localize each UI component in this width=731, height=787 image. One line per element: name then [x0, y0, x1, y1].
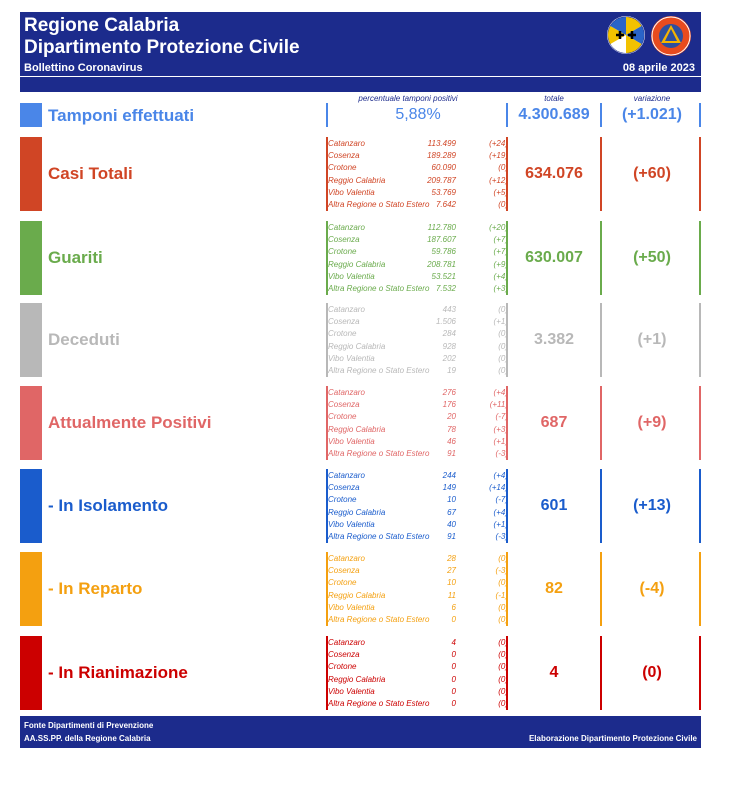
province-row: [328, 565, 508, 577]
province-name: Altra Regione o Stato Estero: [328, 283, 430, 293]
province-value: 91: [447, 531, 456, 541]
title-department: Dipartimento Protezione Civile: [24, 37, 300, 58]
province-name: Cosenza: [328, 566, 360, 576]
province-delta: (+3): [493, 283, 508, 293]
tamponi-divider: [699, 103, 701, 127]
province-delta: (0): [498, 554, 508, 563]
section-total: 82: [545, 580, 563, 597]
province-name: Catanzaro: [328, 139, 365, 148]
province-row: [328, 271, 508, 283]
province-row: [328, 175, 508, 187]
section-label: Casi Totali: [48, 164, 133, 183]
province-row: [328, 199, 508, 211]
province-value: 53.769: [431, 187, 456, 197]
province-delta: (0): [498, 602, 508, 612]
tamponi-variation: (+1.021): [621, 106, 683, 123]
province-name: Cosenza: [328, 151, 360, 161]
province-delta: (+1): [493, 436, 508, 446]
province-breakdown: [328, 470, 508, 543]
section-divider: [600, 386, 602, 460]
tamponi-row: [20, 103, 701, 127]
province-delta: (+7): [493, 247, 508, 257]
province-row: [328, 531, 508, 543]
province-row: [328, 482, 508, 494]
province-value: 928: [442, 341, 456, 351]
province-delta: (+5): [493, 187, 508, 197]
province-row: [328, 222, 508, 234]
province-value: 1.506: [435, 317, 456, 327]
province-name: Cosenza: [328, 317, 360, 327]
province-delta: (0): [498, 674, 508, 684]
province-value: 443: [442, 305, 456, 314]
province-name: Vibo Valentia: [328, 519, 375, 529]
province-name: Catanzaro: [328, 223, 365, 232]
province-breakdown: [328, 222, 508, 295]
province-delta: (+20): [489, 223, 508, 232]
province-delta: (+1): [493, 519, 508, 529]
regione-calabria-logo-icon: [607, 16, 645, 54]
province-delta: (-7): [495, 412, 508, 422]
province-value: 91: [447, 448, 456, 458]
province-delta: (0): [498, 163, 508, 173]
section-total: 630.007: [525, 249, 583, 266]
tamponi-percent: 5,88%: [395, 106, 441, 123]
province-value: 0: [451, 650, 456, 660]
province-delta: (-3): [495, 566, 508, 576]
province-value: 67: [447, 507, 456, 517]
province-value: 40: [447, 519, 456, 529]
section-divider: [600, 469, 602, 543]
province-delta: (0): [498, 329, 508, 339]
province-delta: (0): [498, 305, 508, 314]
province-row: [328, 283, 508, 295]
province-delta: (+4): [493, 507, 508, 517]
province-name: Vibo Valentia: [328, 271, 375, 281]
section-color-bar: [20, 469, 42, 543]
province-value: 209.787: [427, 175, 456, 185]
province-row: [328, 399, 508, 411]
province-delta: (+4): [493, 388, 508, 397]
section-divider: [600, 636, 602, 710]
province-delta: (-3): [495, 531, 508, 541]
province-value: 19: [447, 365, 456, 375]
province-row: [328, 470, 508, 482]
protezione-civile-logo-icon: [651, 16, 691, 56]
province-name: Reggio Calabria: [328, 424, 386, 434]
province-name: Cosenza: [328, 483, 360, 493]
province-delta: (+24): [489, 139, 508, 148]
section-variation: (+50): [633, 249, 671, 266]
province-name: Catanzaro: [328, 388, 365, 397]
province-row: [328, 507, 508, 519]
province-value: 113.499: [427, 139, 456, 148]
province-row: [328, 187, 508, 199]
province-name: Crotone: [328, 578, 357, 588]
province-delta: (+1): [493, 317, 508, 327]
province-value: 187.607: [427, 235, 456, 245]
province-delta: (0): [498, 199, 508, 209]
province-row: [328, 304, 508, 316]
footer-banner: [20, 716, 701, 748]
province-row: [328, 577, 508, 589]
province-delta: (+7): [493, 235, 508, 245]
province-value: 10: [447, 495, 456, 505]
section-total: 687: [540, 414, 568, 431]
province-row: [328, 553, 508, 565]
province-name: Reggio Calabria: [328, 341, 386, 351]
section-divider: [600, 552, 602, 626]
bulletin-subtitle: Bollettino Coronavirus: [24, 62, 143, 74]
province-delta: (0): [498, 698, 508, 708]
province-value: 59.786: [431, 247, 456, 257]
section-variation: (+9): [637, 414, 667, 431]
section-row: [20, 386, 701, 460]
section-label: - In Rianimazione: [48, 663, 188, 682]
province-name: Catanzaro: [328, 305, 365, 314]
province-value: 4: [451, 638, 456, 647]
province-row: [328, 602, 508, 614]
province-delta: (0): [498, 650, 508, 660]
province-row: [328, 494, 508, 506]
section-row: [20, 636, 701, 710]
province-value: 78: [447, 424, 456, 434]
province-value: 0: [451, 662, 456, 672]
province-value: 208.781: [427, 259, 456, 269]
province-name: Cosenza: [328, 650, 360, 660]
tamponi-label: Tamponi effettuati: [48, 106, 195, 125]
province-row: [328, 411, 508, 423]
province-name: Catanzaro: [328, 471, 365, 480]
section-color-bar: [20, 137, 42, 211]
section-color-bar: [20, 221, 42, 295]
province-name: Vibo Valentia: [328, 353, 375, 363]
province-row: [328, 424, 508, 436]
province-name: Catanzaro: [328, 554, 365, 563]
section-label: - In Reparto: [48, 579, 143, 598]
section-variation: (+1): [637, 331, 667, 348]
province-row: [328, 234, 508, 246]
province-name: Cosenza: [328, 400, 360, 410]
province-row: [328, 614, 508, 626]
province-delta: (+11): [489, 400, 508, 410]
province-breakdown: [328, 304, 508, 377]
section-color-bar: [20, 552, 42, 626]
province-row: [328, 637, 508, 649]
section-row: [20, 303, 701, 377]
tamponi-total: 4.300.689: [518, 106, 590, 123]
province-value: 28: [447, 554, 456, 563]
province-name: Crotone: [328, 163, 357, 173]
section-row: [20, 221, 701, 295]
province-value: 202: [442, 353, 456, 363]
province-name: Reggio Calabria: [328, 590, 386, 600]
province-name: Catanzaro: [328, 638, 365, 647]
province-value: 10: [447, 578, 456, 588]
province-value: 0: [451, 686, 456, 696]
province-name: Vibo Valentia: [328, 602, 375, 612]
section-total: 634.076: [525, 165, 583, 182]
province-value: 53.521: [431, 271, 456, 281]
section-divider: [600, 137, 602, 211]
column-header-variation: variazione: [633, 94, 671, 103]
province-value: 112.780: [427, 223, 456, 232]
province-breakdown: [328, 138, 508, 211]
province-delta: (0): [498, 638, 508, 647]
province-row: [328, 365, 508, 377]
province-value: 0: [451, 614, 456, 624]
section-total: 3.382: [533, 331, 575, 348]
province-delta: (+4): [493, 471, 508, 480]
section-label: Deceduti: [48, 330, 120, 349]
province-row: [328, 448, 508, 460]
footer-credit: Elaborazione Dipartimento Protezione Civile: [528, 734, 697, 743]
province-row: [328, 328, 508, 340]
section-label: Attualmente Positivi: [48, 413, 212, 432]
province-name: Reggio Calabria: [328, 259, 386, 269]
section-label: Guariti: [48, 248, 103, 267]
section-divider: [600, 221, 602, 295]
section-row: [20, 137, 701, 211]
province-value: 46: [447, 436, 456, 446]
province-delta: (+14): [489, 483, 508, 493]
province-value: 7.532: [435, 283, 456, 293]
province-name: Altra Regione o Stato Estero: [328, 199, 430, 209]
province-name: Crotone: [328, 247, 357, 257]
province-row: [328, 661, 508, 673]
province-name: Vibo Valentia: [328, 187, 375, 197]
province-name: Altra Regione o Stato Estero: [328, 365, 430, 375]
section-color-bar: [20, 386, 42, 460]
province-value: 0: [451, 698, 456, 708]
section-variation: (+13): [633, 497, 671, 514]
section-color-bar: [20, 303, 42, 377]
province-value: 244: [442, 471, 456, 480]
province-row: [328, 387, 508, 399]
header-banner: [20, 12, 701, 92]
section-label: - In Isolamento: [48, 496, 168, 515]
province-name: Crotone: [328, 329, 357, 339]
province-row: [328, 674, 508, 686]
province-name: Vibo Valentia: [328, 436, 375, 446]
province-delta: (+9): [493, 259, 508, 269]
province-value: 189.289: [427, 151, 456, 161]
province-row: [328, 519, 508, 531]
province-delta: (0): [498, 365, 508, 375]
province-breakdown: [328, 637, 508, 710]
province-name: Reggio Calabria: [328, 507, 386, 517]
province-name: Crotone: [328, 412, 357, 422]
province-value: 176: [442, 400, 456, 410]
province-name: Altra Regione o Stato Estero: [328, 531, 430, 541]
section-row: [20, 469, 701, 543]
province-value: 27: [447, 566, 456, 576]
province-delta: (0): [498, 662, 508, 672]
province-delta: (0): [498, 614, 508, 624]
section-variation: (0): [642, 664, 662, 681]
province-value: 11: [447, 590, 456, 600]
province-delta: (0): [498, 686, 508, 696]
province-row: [328, 590, 508, 602]
province-name: Crotone: [328, 495, 357, 505]
column-header-positivity: percentuale tamponi positivi: [358, 94, 458, 103]
province-row: [328, 162, 508, 174]
province-name: Crotone: [328, 662, 357, 672]
section-total: 601: [540, 497, 568, 514]
province-name: Vibo Valentia: [328, 686, 375, 696]
province-row: [328, 316, 508, 328]
province-name: Cosenza: [328, 235, 360, 245]
title-region: Regione Calabria: [24, 15, 180, 36]
province-name: Altra Regione o Stato Estero: [328, 614, 430, 624]
section-total: 4: [549, 664, 559, 681]
province-delta: (-7): [495, 495, 508, 505]
province-name: Altra Regione o Stato Estero: [328, 698, 430, 708]
province-delta: (0): [498, 341, 508, 351]
section-variation: (-4): [639, 580, 665, 597]
province-delta: (-3): [495, 448, 508, 458]
bulletin-date: 08 aprile 2023: [622, 62, 695, 74]
province-delta: (+3): [493, 424, 508, 434]
province-delta: (0): [498, 353, 508, 363]
section-divider: [600, 303, 602, 377]
province-row: [328, 138, 508, 150]
province-row: [328, 686, 508, 698]
tamponi-divider: [600, 103, 602, 127]
province-value: 20: [447, 412, 456, 422]
province-value: 149: [442, 483, 456, 493]
province-value: 6: [451, 602, 456, 612]
province-row: [328, 436, 508, 448]
province-delta: (+19): [489, 151, 508, 161]
province-row: [328, 649, 508, 661]
province-name: Reggio Calabria: [328, 674, 386, 684]
province-row: [328, 353, 508, 365]
header-divider: [20, 76, 701, 77]
province-delta: (-1): [495, 590, 508, 600]
province-row: [328, 246, 508, 258]
section-color-bar: [20, 636, 42, 710]
province-delta: (0): [498, 578, 508, 588]
footer-source-line1: Fonte Dipartimenti di Prevenzione: [24, 721, 154, 730]
province-name: Reggio Calabria: [328, 175, 386, 185]
footer-source-line2: AA.SS.PP. della Regione Calabria: [24, 734, 151, 743]
province-delta: (+12): [489, 175, 508, 185]
province-value: 276: [442, 388, 456, 397]
province-value: 60.090: [431, 163, 456, 173]
province-row: [328, 150, 508, 162]
province-delta: (+4): [493, 271, 508, 281]
province-row: [328, 698, 508, 710]
province-value: 284: [442, 329, 456, 339]
province-breakdown: [328, 387, 508, 460]
province-breakdown: [328, 553, 508, 626]
province-row: [328, 259, 508, 271]
province-row: [328, 341, 508, 353]
section-row: [20, 552, 701, 626]
province-value: 0: [451, 674, 456, 684]
column-header-total: totale: [544, 94, 564, 103]
section-variation: (+60): [633, 165, 671, 182]
tamponi-color-bar: [20, 103, 42, 127]
province-value: 7.642: [435, 199, 456, 209]
province-name: Altra Regione o Stato Estero: [328, 448, 430, 458]
